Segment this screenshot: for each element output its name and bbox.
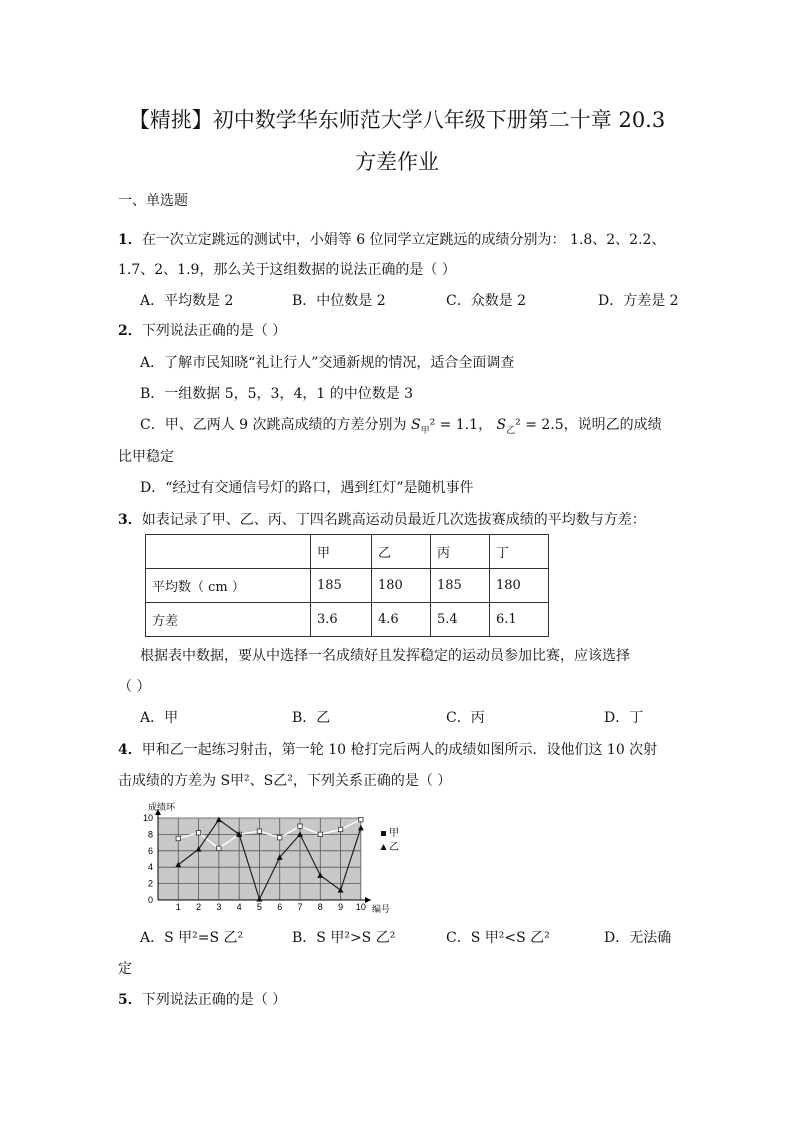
q1-line1 <box>118 229 665 249</box>
q4-option-c: C．S 甲²<S 乙² <box>446 930 550 946</box>
table-cell: 180 <box>490 569 549 603</box>
table-cell: 185 <box>311 569 372 603</box>
y-tick-label: 2 <box>147 878 153 889</box>
q1-number: 1． <box>118 232 142 248</box>
table-cell: 185 <box>431 569 490 603</box>
q4-chart <box>128 800 418 916</box>
x-tick-label: 1 <box>175 902 181 912</box>
x-tick-label: 2 <box>196 902 202 912</box>
table-row <box>146 603 549 637</box>
table-cell: 甲 <box>311 535 372 569</box>
q3-table <box>145 534 549 637</box>
q4-option-d-cont: 定 <box>118 961 132 977</box>
y-tick-label: 0 <box>147 895 153 905</box>
chart-legend <box>381 827 400 853</box>
x-tick-label: 3 <box>216 902 222 912</box>
q4-option-d: D．无法确 <box>604 930 672 946</box>
q3-stem-text: 如表记录了甲、乙、丙、丁四名跳高运动员最近几次选拔赛成绩的平均数与方差： <box>141 512 646 528</box>
data-point <box>278 835 282 839</box>
q2-option-b: B．一组数据 5，5，3，4，1 的中位数是 3 <box>140 386 414 402</box>
q1-option-c: C．众数是 2 <box>446 293 527 309</box>
data-point <box>217 846 221 850</box>
y-tick-label: 8 <box>147 829 153 840</box>
q3-option-a: A．甲 <box>140 710 179 726</box>
q2-c-s2: S <box>496 417 507 433</box>
legend-label: 乙 <box>389 842 399 853</box>
q2-c-sub2: 乙 <box>506 425 516 436</box>
q5-stem-text: 下列说法正确的是（ ） <box>141 992 287 1008</box>
x-tick-label: 5 <box>256 902 262 912</box>
q5-stem <box>118 989 286 1009</box>
legend-marker <box>381 844 387 850</box>
y-axis-label: 成绩环 <box>148 803 176 813</box>
q2-c-eq2: ² = 2.5 <box>515 417 564 433</box>
q4-option-a: A．S 甲²=S 乙² <box>140 930 244 946</box>
q3-answer-paren: （ ） <box>118 679 151 695</box>
table-cell: 4.6 <box>372 603 431 637</box>
table-cell: 6.1 <box>490 603 549 637</box>
x-tick-label: 7 <box>297 902 303 912</box>
q3-after-text: 根据表中数据，要从中选择一名成绩好且发挥稳定的运动员参加比赛，应该选择 <box>140 648 630 664</box>
q2-c-sep: ， <box>478 417 497 433</box>
data-point <box>176 836 180 840</box>
table-cell: 方差 <box>146 603 311 637</box>
q2-stem-text: 下列说法正确的是（ ） <box>141 323 287 339</box>
data-point <box>196 831 200 835</box>
table-cell: 丁 <box>490 535 549 569</box>
q2-c-prefix: C．甲、乙两人 9 次跳高成绩的方差分别为 <box>140 417 411 433</box>
q5-number: 5． <box>118 992 142 1008</box>
q2-option-a: A．了解市民知晓“礼让行人”交通新规的情况，适合全面调查 <box>140 355 515 371</box>
x-tick-label: 8 <box>317 902 323 912</box>
section-heading: 一、单选题 <box>118 193 188 209</box>
x-axis-label: 编号 <box>372 905 391 915</box>
q2-c-post: ，说明乙的成绩 <box>563 417 662 433</box>
q1-option-a: A．平均数是 2 <box>140 293 234 309</box>
table-row <box>146 535 549 569</box>
table-row <box>146 569 549 603</box>
q1-option-d: D．方差是 2 <box>598 293 679 309</box>
q2-number: 2． <box>118 323 142 339</box>
y-tick-label: 10 <box>142 813 153 823</box>
table-cell: 平均数（ cm ） <box>146 569 311 603</box>
data-point <box>298 824 302 828</box>
q3-option-c: C．丙 <box>446 710 485 726</box>
x-tick-label: 10 <box>355 902 366 912</box>
data-point <box>318 832 322 836</box>
q2-c-sub1: 甲 <box>420 425 430 436</box>
table-cell <box>146 535 311 569</box>
x-tick-label: 6 <box>277 902 283 912</box>
q4-text-1: 甲和乙一起练习射击，第一轮 10 枪打完后两人的成绩如图所示．设他们这 10 次射 <box>141 742 658 758</box>
q2-c-s1: S <box>410 417 421 433</box>
q2-stem <box>118 320 286 340</box>
doc-title-line1: 【精挑】初中数学华东师范大学八年级下册第二十章 20.3 <box>128 108 666 132</box>
q4-line1 <box>118 739 657 759</box>
y-tick-label: 6 <box>147 845 153 856</box>
table-cell: 180 <box>372 569 431 603</box>
data-point <box>338 827 342 831</box>
q4-line2: 击成绩的方差为 S甲²、S乙²，下列关系正确的是（ ） <box>118 773 452 789</box>
table-cell: 丙 <box>431 535 490 569</box>
legend-label: 甲 <box>389 828 399 839</box>
q1-text-1: 在一次立定跳远的测试中，小娟等 6 位同学立定跳远的成绩分别为： 1.8、2、2.2、 <box>141 232 666 248</box>
q1-option-b: B．中位数是 2 <box>292 293 386 309</box>
q4-option-b: B．S 甲²>S 乙² <box>292 930 396 946</box>
x-tick-label: 4 <box>236 902 242 912</box>
table-cell: 5.4 <box>431 603 490 637</box>
data-point <box>359 817 363 821</box>
doc-title-line2: 方差作业 <box>355 150 439 174</box>
data-point <box>257 829 261 833</box>
q2-option-c <box>140 414 662 436</box>
q2-option-d: D．“经过有交通信号灯的路口，遇到红灯”是随机事件 <box>140 480 474 496</box>
x-tick-label: 9 <box>338 902 344 912</box>
q2-option-c-cont: 比甲稳定 <box>118 449 174 465</box>
q2-c-eq1: ² = 1.1 <box>429 417 479 433</box>
q3-option-d: D．丁 <box>604 710 644 726</box>
q3-number: 3． <box>118 512 142 528</box>
q1-line2: 1.7、2、1.9，那么关于这组数据的说法正确的是（ ） <box>118 262 456 278</box>
legend-marker <box>381 831 386 836</box>
q3-stem <box>118 509 646 529</box>
y-tick-label: 4 <box>147 862 153 873</box>
table-cell: 乙 <box>372 535 431 569</box>
q3-option-b: B．乙 <box>292 710 331 726</box>
x-axis-arrow <box>365 897 371 903</box>
table-cell: 3.6 <box>311 603 372 637</box>
q4-number: 4． <box>118 742 142 758</box>
